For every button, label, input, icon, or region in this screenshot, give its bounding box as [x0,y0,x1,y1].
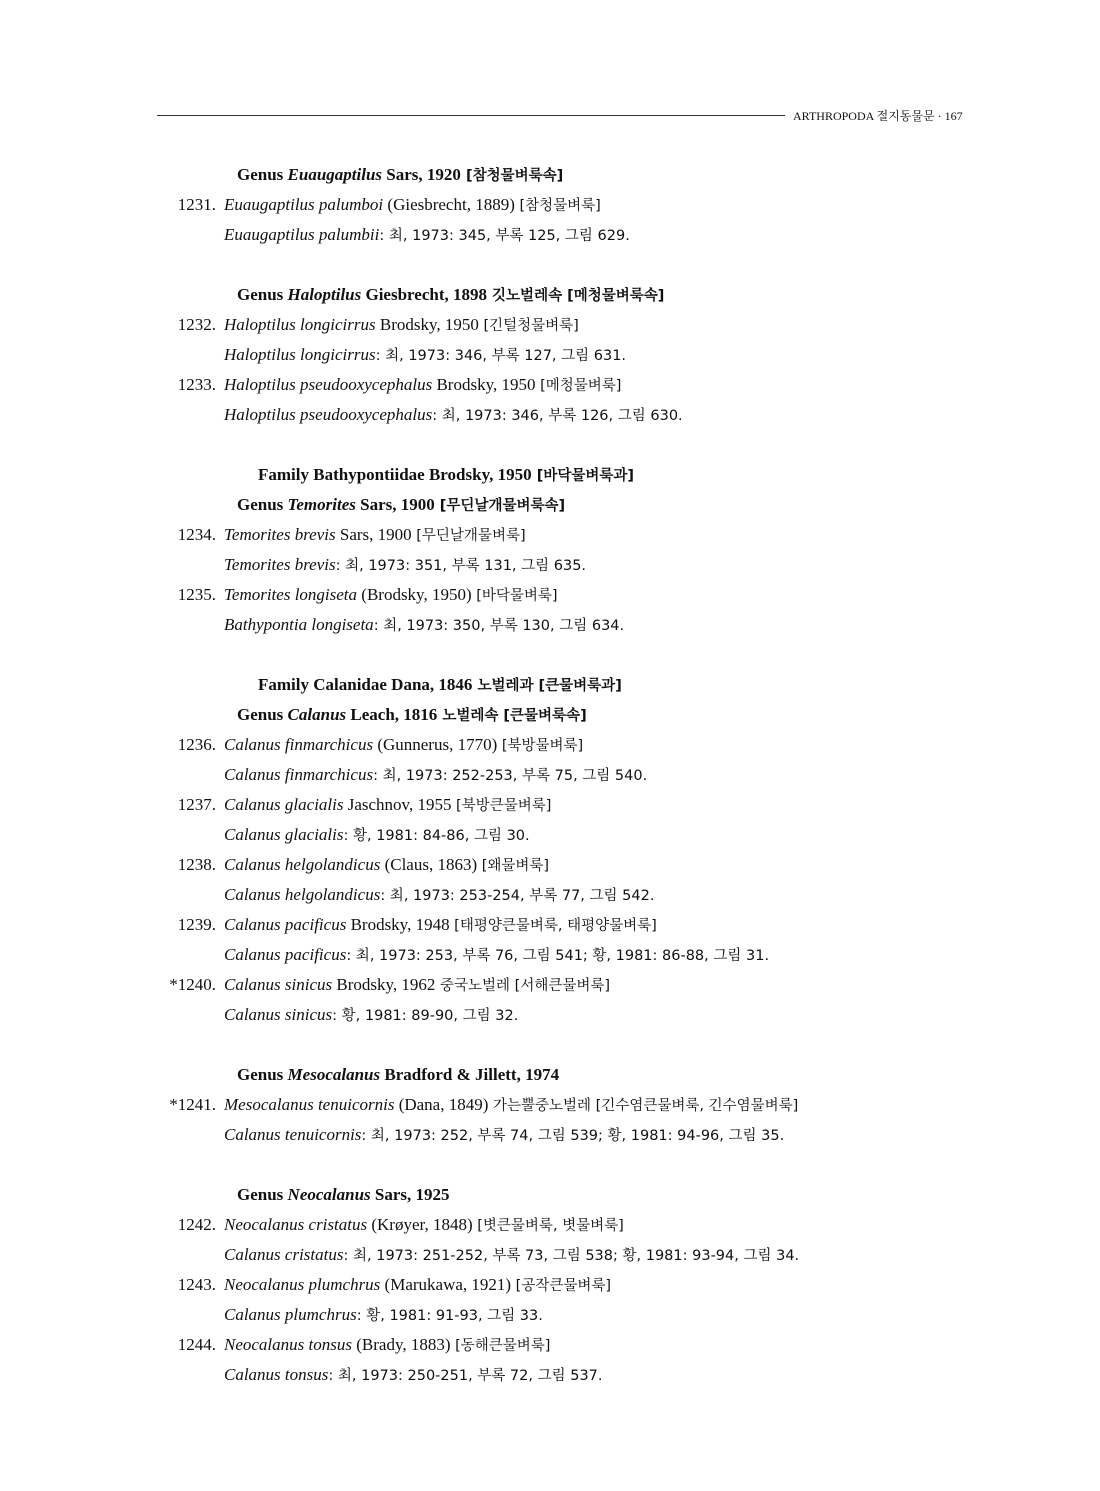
species-korean-name: [북방큰물벼룩] [451,798,552,814]
synonym-reference [0,1000,1100,1030]
species-line [224,1330,550,1361]
species-number: 1232. [177,315,216,334]
species-entry [0,1090,1100,1120]
section-gap [0,1030,1100,1060]
species-name: Calanus finmarchicus [224,735,374,754]
family-heading [0,670,1100,700]
species-entry [0,1210,1100,1240]
page-header [157,106,987,126]
synonym-reference [0,1360,1100,1390]
synonym-reference [0,550,1100,580]
species-korean-name: [메청물벼룩] [535,378,622,394]
genus-author: Sars, 1925 [370,1185,450,1204]
genus-name: Mesocalanus [287,1065,381,1084]
genus-heading [0,280,1100,310]
taxon-section [0,460,1100,640]
species-entry [0,520,1100,550]
synonym-reference [0,940,1100,970]
species-line [224,850,549,881]
species-number: 1234. [177,525,216,544]
synonym-reference [0,1300,1100,1330]
species-number: 1242. [177,1215,216,1234]
synonym-reference [0,1120,1100,1150]
reference-citation: : 최, 1973: 350, 부록 130, 그림 634. [373,618,625,634]
genus-author: Sars, 1900 [355,495,435,514]
taxon-section [0,670,1100,1030]
species-line [224,1270,611,1301]
species-number: 1231. [177,195,216,214]
species-korean-name: [동해큰물벼룩] [450,1338,551,1354]
genus-heading [0,160,1100,190]
species-line [224,910,657,941]
species-entry [0,1270,1100,1300]
synonym-reference [0,820,1100,850]
species-author: (Marukawa, 1921) [380,1275,512,1294]
genus-author: Leach, 1816 [346,705,438,724]
synonym-reference [0,760,1100,790]
species-author: Brodsky, 1962 [332,975,436,994]
family-korean-name: 노벌레과 [큰물벼룩과] [472,678,622,694]
section-gap [0,1150,1100,1180]
species-author: (Dana, 1849) [394,1095,489,1114]
species-line [224,790,551,821]
genus-prefix: Genus [237,165,288,184]
reference-citation: : 최, 1973: 252-253, 부록 75, 그림 540. [373,768,648,784]
genus-korean-name: 노벌레속 [큰물벼룩속] [437,708,587,724]
species-author: (Claus, 1863) [380,855,478,874]
synonym-reference [0,400,1100,430]
species-korean-name: [참청물벼룩] [514,198,601,214]
genus-prefix: Genus [237,285,288,304]
species-entry [0,910,1100,940]
section-gap [0,640,1100,670]
synonym-name: Calanus cristatus [224,1245,344,1264]
synonym-name: Calanus sinicus [224,1005,333,1024]
species-korean-name: [무딘날개물벼룩] [411,528,526,544]
species-author: Sars, 1900 [335,525,412,544]
species-name: Calanus pacificus [224,915,347,934]
taxon-section [0,280,1100,430]
species-line [224,1090,798,1121]
synonym-reference [0,220,1100,250]
genus-prefix: Genus [237,495,288,514]
reference-citation: : 최, 1973: 250-251, 부록 72, 그림 537. [328,1368,603,1384]
species-author: Brodsky, 1950 [432,375,536,394]
family-heading [0,460,1100,490]
synonym-name: Temorites brevis [224,555,336,574]
synonym-name: Calanus glacialis [224,825,344,844]
species-number: *1241. [169,1095,216,1114]
species-entry [0,310,1100,340]
species-author: (Brodsky, 1950) [357,585,472,604]
species-korean-name: [북방물벼룩] [497,738,584,754]
reference-citation: : 최, 1973: 345, 부록 125, 그림 629. [379,228,630,244]
species-number: 1238. [177,855,216,874]
genus-name: Neocalanus [287,1185,371,1204]
species-line [224,730,583,761]
species-author: Brodsky, 1948 [346,915,450,934]
synonym-name: Haloptilus pseudooxycephalus [224,405,433,424]
section-gap [0,250,1100,280]
species-author: Jaschnov, 1955 [343,795,452,814]
species-number: *1240. [169,975,216,994]
species-number: 1235. [177,585,216,604]
synonym-reference [0,610,1100,640]
species-korean-name: [공작큰물벼룩] [511,1278,612,1294]
species-line [224,520,526,551]
reference-citation: : 황, 1981: 84-86, 그림 30. [343,828,530,844]
species-entry [0,1330,1100,1360]
genus-heading [0,490,1100,520]
genus-name: Calanus [287,705,347,724]
genus-name: Haloptilus [287,285,362,304]
genus-author: Sars, 1920 [382,165,461,184]
species-number: 1244. [177,1335,216,1354]
species-line [224,310,579,341]
species-korean-name: [태평양큰물벼룩, 태평양물벼룩] [449,918,657,934]
species-entry [0,730,1100,760]
species-name: Neocalanus tonsus [224,1335,352,1354]
reference-citation: : 최, 1973: 252, 부록 74, 그림 539; 황, 1981: 94-96, 그림 35. [361,1128,785,1144]
species-entry [0,370,1100,400]
section-gap [0,430,1100,460]
species-entry [0,970,1100,1000]
species-entry [0,790,1100,820]
species-number: 1233. [177,375,216,394]
synonym-name: Calanus helgolandicus [224,885,381,904]
reference-citation: : 최, 1973: 351, 부록 131, 그림 635. [335,558,587,574]
synonym-name: Calanus tonsus [224,1365,329,1384]
genus-korean-name: [무딘날개물벼룩속] [434,498,566,514]
species-entry [0,850,1100,880]
reference-citation: : 최, 1973: 253, 부록 76, 그림 541; 황, 1981: 86-88, 그림 31. [346,948,770,964]
reference-citation: : 황, 1981: 89-90, 그림 32. [332,1008,519,1024]
genus-korean-name: 깃노벌레속 [메청물벼룩속] [487,288,665,304]
species-author: (Brady, 1883) [351,1335,451,1354]
species-name: Calanus sinicus [224,975,333,994]
species-author: Brodsky, 1950 [375,315,479,334]
species-name: Mesocalanus tenuicornis [224,1095,395,1114]
synonym-name: Calanus pacificus [224,945,347,964]
species-author: (Gunnerus, 1770) [373,735,498,754]
species-number: 1237. [177,795,216,814]
genus-name: Euaugaptilus [287,165,383,184]
synonym-reference [0,880,1100,910]
taxon-section [0,1060,1100,1150]
species-name: Haloptilus longicirrus [224,315,376,334]
header-rule [157,115,785,116]
reference-citation: : 황, 1981: 91-93, 그림 33. [356,1308,543,1324]
synonym-name: Calanus finmarchicus [224,765,374,784]
species-line [224,580,558,611]
species-korean-name: [볏큰물벼룩, 볏물벼룩] [472,1218,624,1234]
taxon-section [0,1180,1100,1390]
species-number: 1236. [177,735,216,754]
species-entry [0,580,1100,610]
genus-korean-name: [참청물벼룩속] [460,168,564,184]
species-line [224,190,601,221]
species-korean-name: 중국노벌레 [서해큰물벼룩] [435,978,611,994]
species-name: Calanus helgolandicus [224,855,381,874]
species-name: Haloptilus pseudooxycephalus [224,375,433,394]
species-number: 1239. [177,915,216,934]
synonym-name: Calanus tenuicornis [224,1125,362,1144]
reference-citation: : 최, 1973: 346, 부록 127, 그림 631. [375,348,627,364]
species-author: (Giesbrecht, 1889) [383,195,515,214]
reference-citation: : 최, 1973: 253-254, 부록 77, 그림 542. [380,888,655,904]
genus-prefix: Genus [237,1185,288,1204]
species-line [224,370,621,401]
species-name: Temorites brevis [224,525,336,544]
family-name: Family Calanidae Dana, 1846 [258,675,473,694]
taxon-section [0,160,1100,250]
genus-author: Bradford & Jillett, 1974 [380,1065,560,1084]
species-korean-name: [긴털청물벼룩] [478,318,579,334]
synonym-reference [0,340,1100,370]
species-name: Neocalanus plumchrus [224,1275,381,1294]
genus-heading [0,1060,1100,1090]
species-korean-name: [왜물벼룩] [477,858,550,874]
reference-citation: : 최, 1973: 251-252, 부록 73, 그림 538; 황, 1981: 93-94, 그림 34. [343,1248,800,1264]
genus-prefix: Genus [237,1065,288,1084]
synonym-name: Calanus plumchrus [224,1305,357,1324]
running-title: ARTHROPODA 절지동물문 · 167 [793,109,963,123]
species-author: (Krøyer, 1848) [367,1215,473,1234]
species-name: Neocalanus cristatus [224,1215,368,1234]
genus-name: Temorites [287,495,356,514]
species-name: Temorites longiseta [224,585,358,604]
species-name: Euaugaptilus palumboi [224,195,384,214]
synonym-reference [0,1240,1100,1270]
synonym-name: Haloptilus longicirrus [224,345,376,364]
genus-heading [0,700,1100,730]
species-name: Calanus glacialis [224,795,344,814]
species-korean-name: 가는뿔중노벌레 [긴수염큰물벼룩, 긴수염물벼룩] [488,1098,799,1114]
species-entry [0,190,1100,220]
taxonomic-list [0,160,1100,1390]
genus-heading [0,1180,1100,1210]
species-korean-name: [바닥물벼룩] [471,588,558,604]
species-line [224,970,610,1001]
family-korean-name: [바닥물벼룩과] [531,468,634,484]
family-name: Family Bathypontiidae Brodsky, 1950 [258,465,532,484]
synonym-name: Bathypontia longiseta [224,615,374,634]
synonym-name: Euaugaptilus palumbii [224,225,380,244]
species-number: 1243. [177,1275,216,1294]
species-line [224,1210,624,1241]
reference-citation: : 최, 1973: 346, 부록 126, 그림 630. [432,408,683,424]
genus-prefix: Genus [237,705,288,724]
genus-author: Giesbrecht, 1898 [361,285,487,304]
